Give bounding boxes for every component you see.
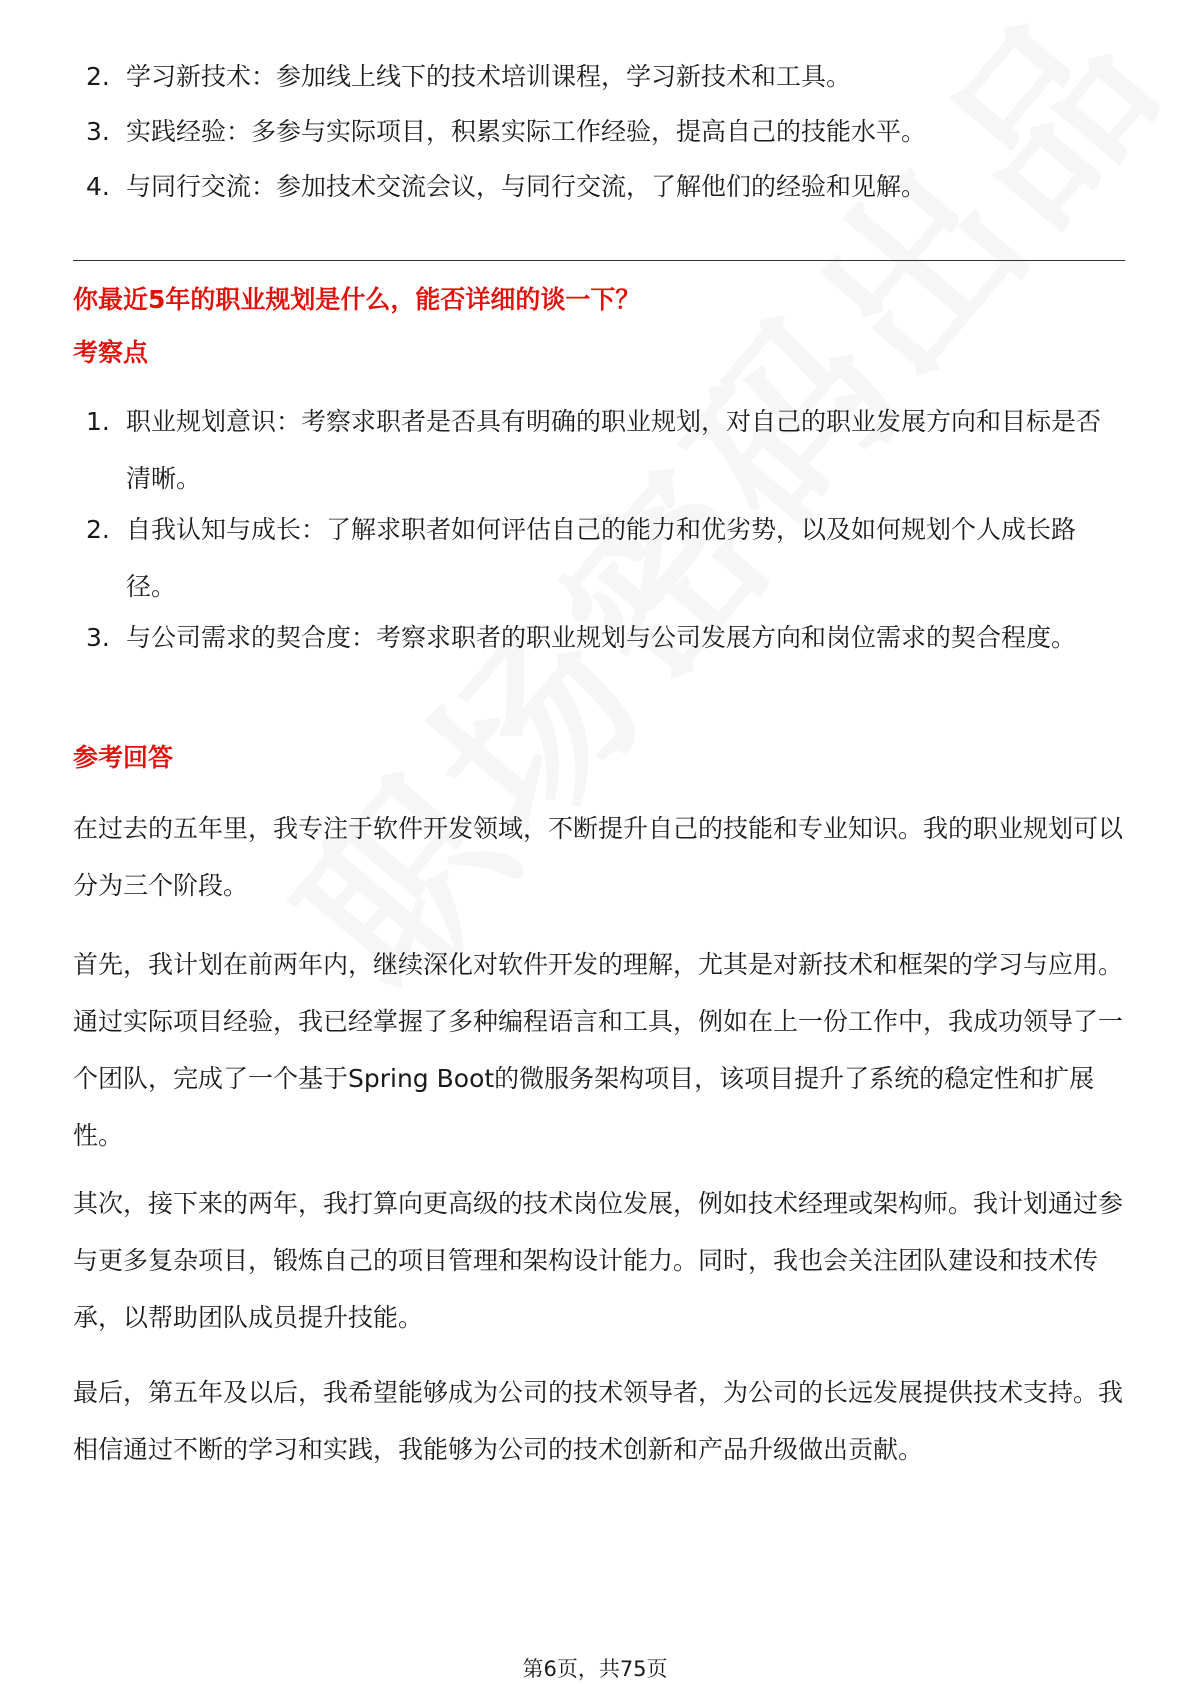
list-text: 与公司需求的契合度：考察求职者的职业规划与公司发展方向和岗位需求的契合程度。 (126, 623, 1077, 652)
answer-paragraph: 其次，接下来的两年，我打算向更高级的技术岗位发展，例如技术经理或架构师。我计划通过参与更多复杂项目，锻炼自己的项目管理和架构设计能力。同时，我也会关注团队建设和技术传承，以帮助团队成员提升技能。 (73, 1189, 1124, 1332)
list-text: 学习新技术：参加线上线下的技术培训课程，学习新技术和工具。 (126, 62, 852, 91)
list-text: 与同行交流：参加技术交流会议，与同行交流，了解他们的经验和见解。 (126, 172, 927, 201)
list-text: 实践经验：多参与实际项目，积累实际工作经验，提高自己的技能水平。 (126, 117, 927, 146)
list-text: 自我认知与成长：了解求职者如何评估自己的能力和优劣势，以及如何规划个人成长路径。 (126, 515, 1077, 601)
points-heading: 考察点 (73, 338, 149, 367)
list-number: 4. (86, 172, 110, 201)
page-footer: 第6页，共75页 (522, 1657, 668, 1681)
list-number: 1. (86, 407, 110, 436)
answer-heading: 参考回答 (73, 743, 174, 772)
section-divider (73, 260, 1125, 261)
answer-paragraph: 首先，我计划在前两年内，继续深化对软件开发的理解，尤其是对新技术和框架的学习与应用。通过实际项目经验，我已经掌握了多种编程语言和工具，例如在上一份工作中，我成功领导了一个团队，完成了一个基于Spring Boot的微服务架构项目，该项目提升了系统的稳定性和扩展性。 (73, 950, 1124, 1150)
list-number: 3. (86, 117, 110, 146)
list-text: 职业规划意识：考察求职者是否具有明确的职业规划，对自己的职业发展方向和目标是否清晰。 (126, 407, 1102, 493)
question-title: 你最近5年的职业规划是什么，能否详细的谈一下？ (73, 285, 641, 314)
list-number: 2. (86, 515, 110, 544)
list-number: 2. (86, 62, 110, 91)
list-number: 3. (86, 623, 110, 652)
answer-paragraph: 在过去的五年里，我专注于软件开发领域，不断提升自己的技能和专业知识。我的职业规划可以分为三个阶段。 (73, 814, 1124, 900)
answer-paragraph: 最后，第五年及以后，我希望能够成为公司的技术领导者，为公司的长远发展提供技术支持。我相信通过不断的学习和实践，我能够为公司的技术创新和产品升级做出贡献。 (73, 1378, 1124, 1464)
